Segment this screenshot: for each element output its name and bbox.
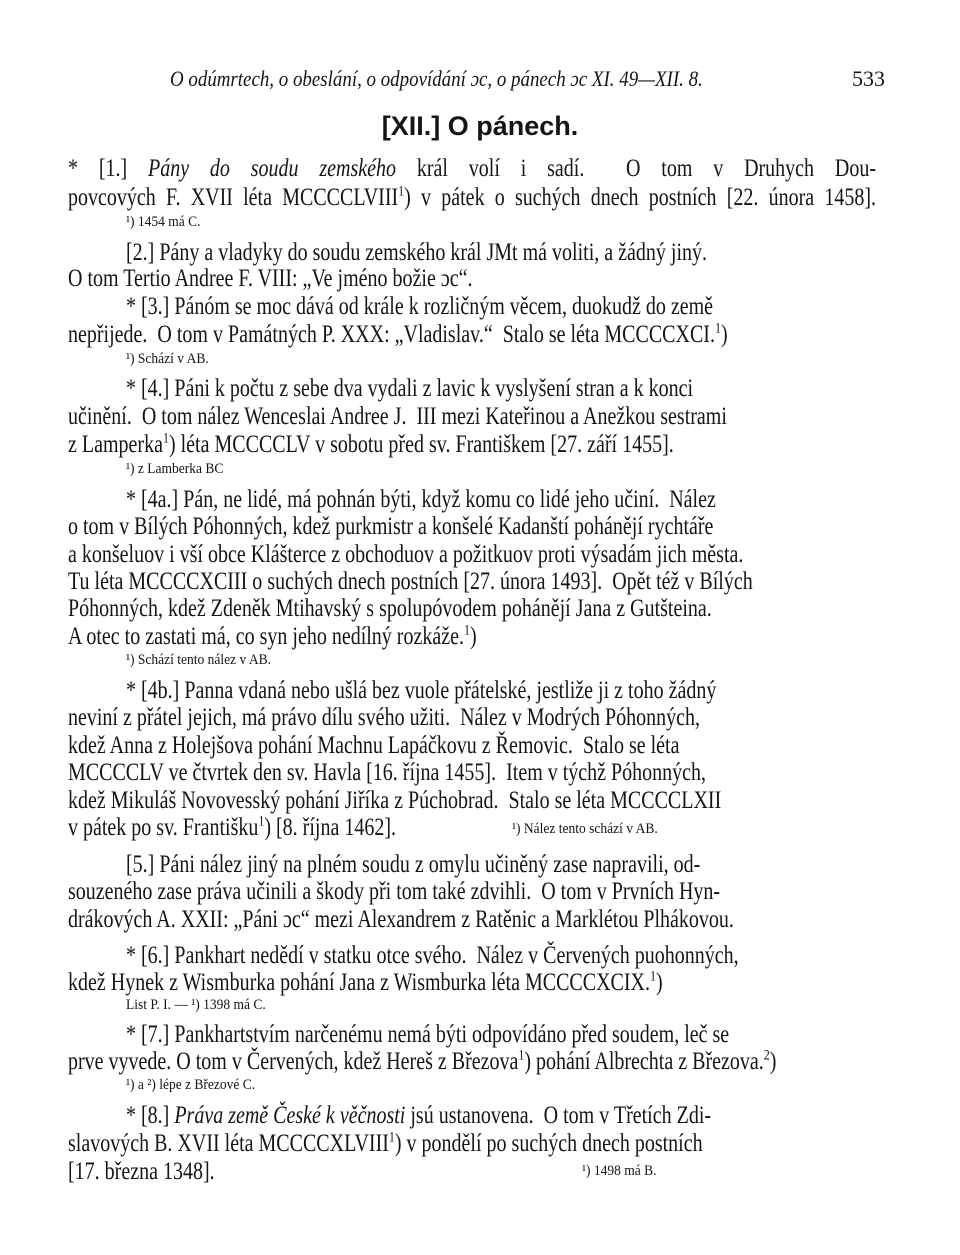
paragraph-4-line-1: * [4.] Páni k počtu z sebe dva vydali z lavic k vyslyšení stran a k konci <box>126 375 694 402</box>
paragraph-5-line-1: [5.] Páni nález jiný na plném soudu z omylu učiněný zase napravili, od- <box>126 851 701 878</box>
paragraph-7-line-2: prve vyvede. O tom v Červených, kdež Hereš z Březova$^1$) pohání Albrechta z Březova.$^2$) <box>68 1047 777 1075</box>
paragraph-4b-line-4: MCCCCLV ve čtvrtek den sv. Havla [16. října 1455]. Item v týchž Póhonných, <box>68 759 707 786</box>
footnote-4a: ¹) Schází tento nález v AB. <box>126 652 272 668</box>
paragraph-4a-line-4: Tu léta MCCCCXCIII o suchých dnech postních [27. února 1493]. Opět též v Bílých <box>68 568 753 595</box>
paragraph-6-line-1: * [6.] Pankhart nedědí v statku otce svého. Nález v Červených puohonných, <box>126 942 739 969</box>
paragraph-4a-line-6: A otec to zastati má, co syn jeho nedílný rozkáže.$^1$) <box>68 622 477 650</box>
paragraph-2-line-1: [2.] Pány a vladyky do soudu zemského král JMt má voliti, a žádný jiný. <box>126 239 708 266</box>
paragraph-4a-line-2: o tom v Bílých Póhonných, kdež purkmistr a konšelé Kadanští pohánějí rychtáře <box>68 513 714 540</box>
paragraph-5-line-2: souzeného zase práva učinili a škody při tom také zdvihli. O tom v Prvních Hyn- <box>68 878 721 905</box>
paragraph-8-line-1: * [8.] Práva země České k věčnosti jsú ustanovena. O tom v Třetích Zdi- <box>126 1102 712 1129</box>
paragraph-3-line-1: * [3.] Pánóm se moc dává od krále k rozličným věcem, duokudž do země <box>126 293 714 320</box>
paragraph-4b-line-1: * [4b.] Panna vdaná nebo ušlá bez vuole přátelské, jestliže ji z toho žádný <box>126 677 717 704</box>
paragraph-7-line-1: * [7.] Pankhartstvím narčenému nemá býti odpovídáno před soudem, leč se <box>126 1021 730 1048</box>
paragraph-4a-line-5: Póhonných, kdež Zdeněk Mtihavský s spolupóvodem pohánějí Jana z Gutšteina. <box>68 595 712 622</box>
footnote-8: ¹) 1498 má B. <box>582 1163 657 1179</box>
paragraph-4b-line-6: v pátek po sv. Františku$^1$) [8. října 1462]. <box>68 813 396 841</box>
paragraph-8-line-3: [17. března 1348]. <box>68 1158 215 1185</box>
footnote-1: ¹) 1454 má C. <box>126 214 201 230</box>
paragraph-3-line-2: nepřijede. O tom v Památných P. XXX: „Vladislav.“ Stalo se léta MCCCCXCI.$^1$) <box>68 320 728 348</box>
paragraph-4a-line-3: a konšeluov i vší obce Klášterce z obchoduov a požitkuov proti výsadám jich města. <box>68 541 744 568</box>
footnote-4b: ¹) Nález tento schází v AB. <box>512 821 658 837</box>
paragraph-4a-line-1: * [4a.] Pán, ne lidé, má pohnán býti, když komu co lidé jeho učiní. Nález <box>126 486 716 513</box>
running-header: O odúmrtech, o obeslání, o odpovídání ɔc, o pánech ɔc XI. 49—XII. 8. <box>170 66 703 91</box>
paragraph-4-line-3: z Lamperka$^1$) léta MCCCCLV v sobotu před sv. Františkem [27. září 1455]. <box>68 430 674 458</box>
paragraph-4b-line-3: kdež Anna z Holejšova pohání Machnu Lapáčkovu z Řemovic. Stalo se léta <box>68 732 680 759</box>
page-number: 533 <box>852 66 885 91</box>
paragraph-6-line-2: kdež Hynek z Wismburka pohání Jana z Wismburka léta MCCCCXCIX.$^1$) <box>68 968 663 996</box>
paragraph-8-line-2: slavových B. XVII léta MCCCCXLVIII$^1$) v pondělí po suchých dnech postních <box>68 1129 703 1157</box>
footnote-4: ¹) z Lamberka BC <box>126 461 224 477</box>
paragraph-5-line-3: drákových A. XXII: „Páni ɔc“ mezi Alexandrem z Ratěnic a Marklétou Plhákovou. <box>68 906 734 933</box>
paragraph-1-line-2: povcových F. XVII léta MCCCCLVIII$^1$) v pátek o suchých dnech postních [22. února 1458]. <box>68 183 876 211</box>
footnote-7: ¹) a ²) lépe z Březové C. <box>126 1077 256 1093</box>
section-title: [XII.] O pánech. <box>381 111 579 141</box>
paragraph-2-line-2: O tom Tertio Andree F. VIII: „Ve jméno božie ɔc“. <box>68 265 473 292</box>
paragraph-4-line-2: učinění. O tom nález Wenceslai Andree J. III mezi Kateřinou a Anežkou sestrami <box>68 403 727 430</box>
paragraph-4b-line-2: neviní z přátel jejich, má právo dílu svého užiti. Nález v Modrých Póhonných, <box>68 704 701 731</box>
paragraph-1-line-1: * [1.] Pány do soudu zemského král volí i sadí. O tom v Druhych Dou- <box>68 155 876 182</box>
footnote-3: ¹) Schází v AB. <box>126 351 209 367</box>
paragraph-4b-line-5: kdež Mikuláš Novovesský pohání Jiříka z Púchobrad. Stalo se léta MCCCCLXII <box>68 787 722 814</box>
footnote-6: List P. I. — ¹) 1398 má C. <box>126 997 266 1013</box>
